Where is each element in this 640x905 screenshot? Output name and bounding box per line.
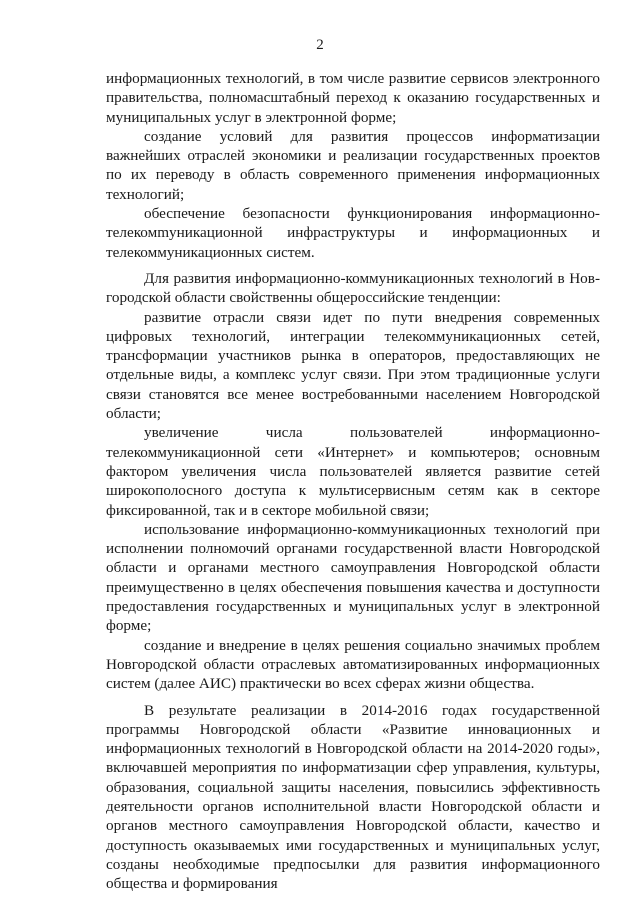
paragraph-3: обеспечение безопасности функционирования информационно-телекомmуникационной инфраструктуры и информационных и телекоммуникационных систем. xyxy=(106,205,600,261)
paragraph-8: создание и внедрение в целях решения социально значимых проблем Новгородской области отраслевых автоматизированных информационных систем (далее АИС) практически во всех сферах жизни общества. xyxy=(106,636,600,693)
paragraph-4: Для развития информационно-коммуникационных технологий в Новгородской области свойственны общероссийские тенденции: xyxy=(106,269,600,307)
page-number: 2 xyxy=(316,37,324,53)
paragraph-6: увеличение числа пользователей информационно-телекоммуникационной сети «Интернет» и компьютеров; основным фактором увеличения числа пользователей является развитие сетей широкополосного доступа к мультисервисным сетям как в секторе фиксированной, так и в секторе мобильной связи; xyxy=(106,424,600,519)
paragraph-1: информационных технологий, в том числе развитие сервисов электронного правительства, полномасштабный переход к оказанию государственных и муниципальных услуг в электронной форме; xyxy=(106,70,600,126)
paragraph-9: В результате реализации в 2014-2016 годах государственной программы Новгородской области «Развитие инновационных и информационных технологий в Новгородской области на 2014-2020 годы», включавшей мероприятия по информатизации сфер управления, культуры, образования, социальной защиты населения, повысились эффективность деятельности органов исполнительной власти Новгородской области и органов местного самоуправления Новгородской области, качество и доступность оказываемых ими государственных и муниципальных услуг, созданы необходимые предпосылки для развития информационного общества и формирования xyxy=(106,701,600,893)
paragraph-5: развитие отрасли связи идет по пути внедрения современных цифровых технологий, интеграции телекоммуникационных сетей, трансформации участников рынка в операторов, предоставляющих не отдельные виды, а комплекс услуг связи. При этом традиционные услуги связи становятся все менее востребованными населением Новгородской области; xyxy=(106,308,600,423)
paragraph-2: создание условий для развития процессов информатизации важнейших отраслей экономики и реализации государственных проектов по их переводу в область современного применения информационных технологий; xyxy=(106,127,600,203)
body-text xyxy=(106,69,600,893)
paragraph-7: использование информационно-коммуникационных технологий при исполнении полномочий органами государственной власти Новгородской области и органами местного самоуправления Новгородской области преимущественно в целях обеспечения повышения качества и доступности предоставления государственных и муниципальных услуг в электронной форме; xyxy=(106,520,600,635)
